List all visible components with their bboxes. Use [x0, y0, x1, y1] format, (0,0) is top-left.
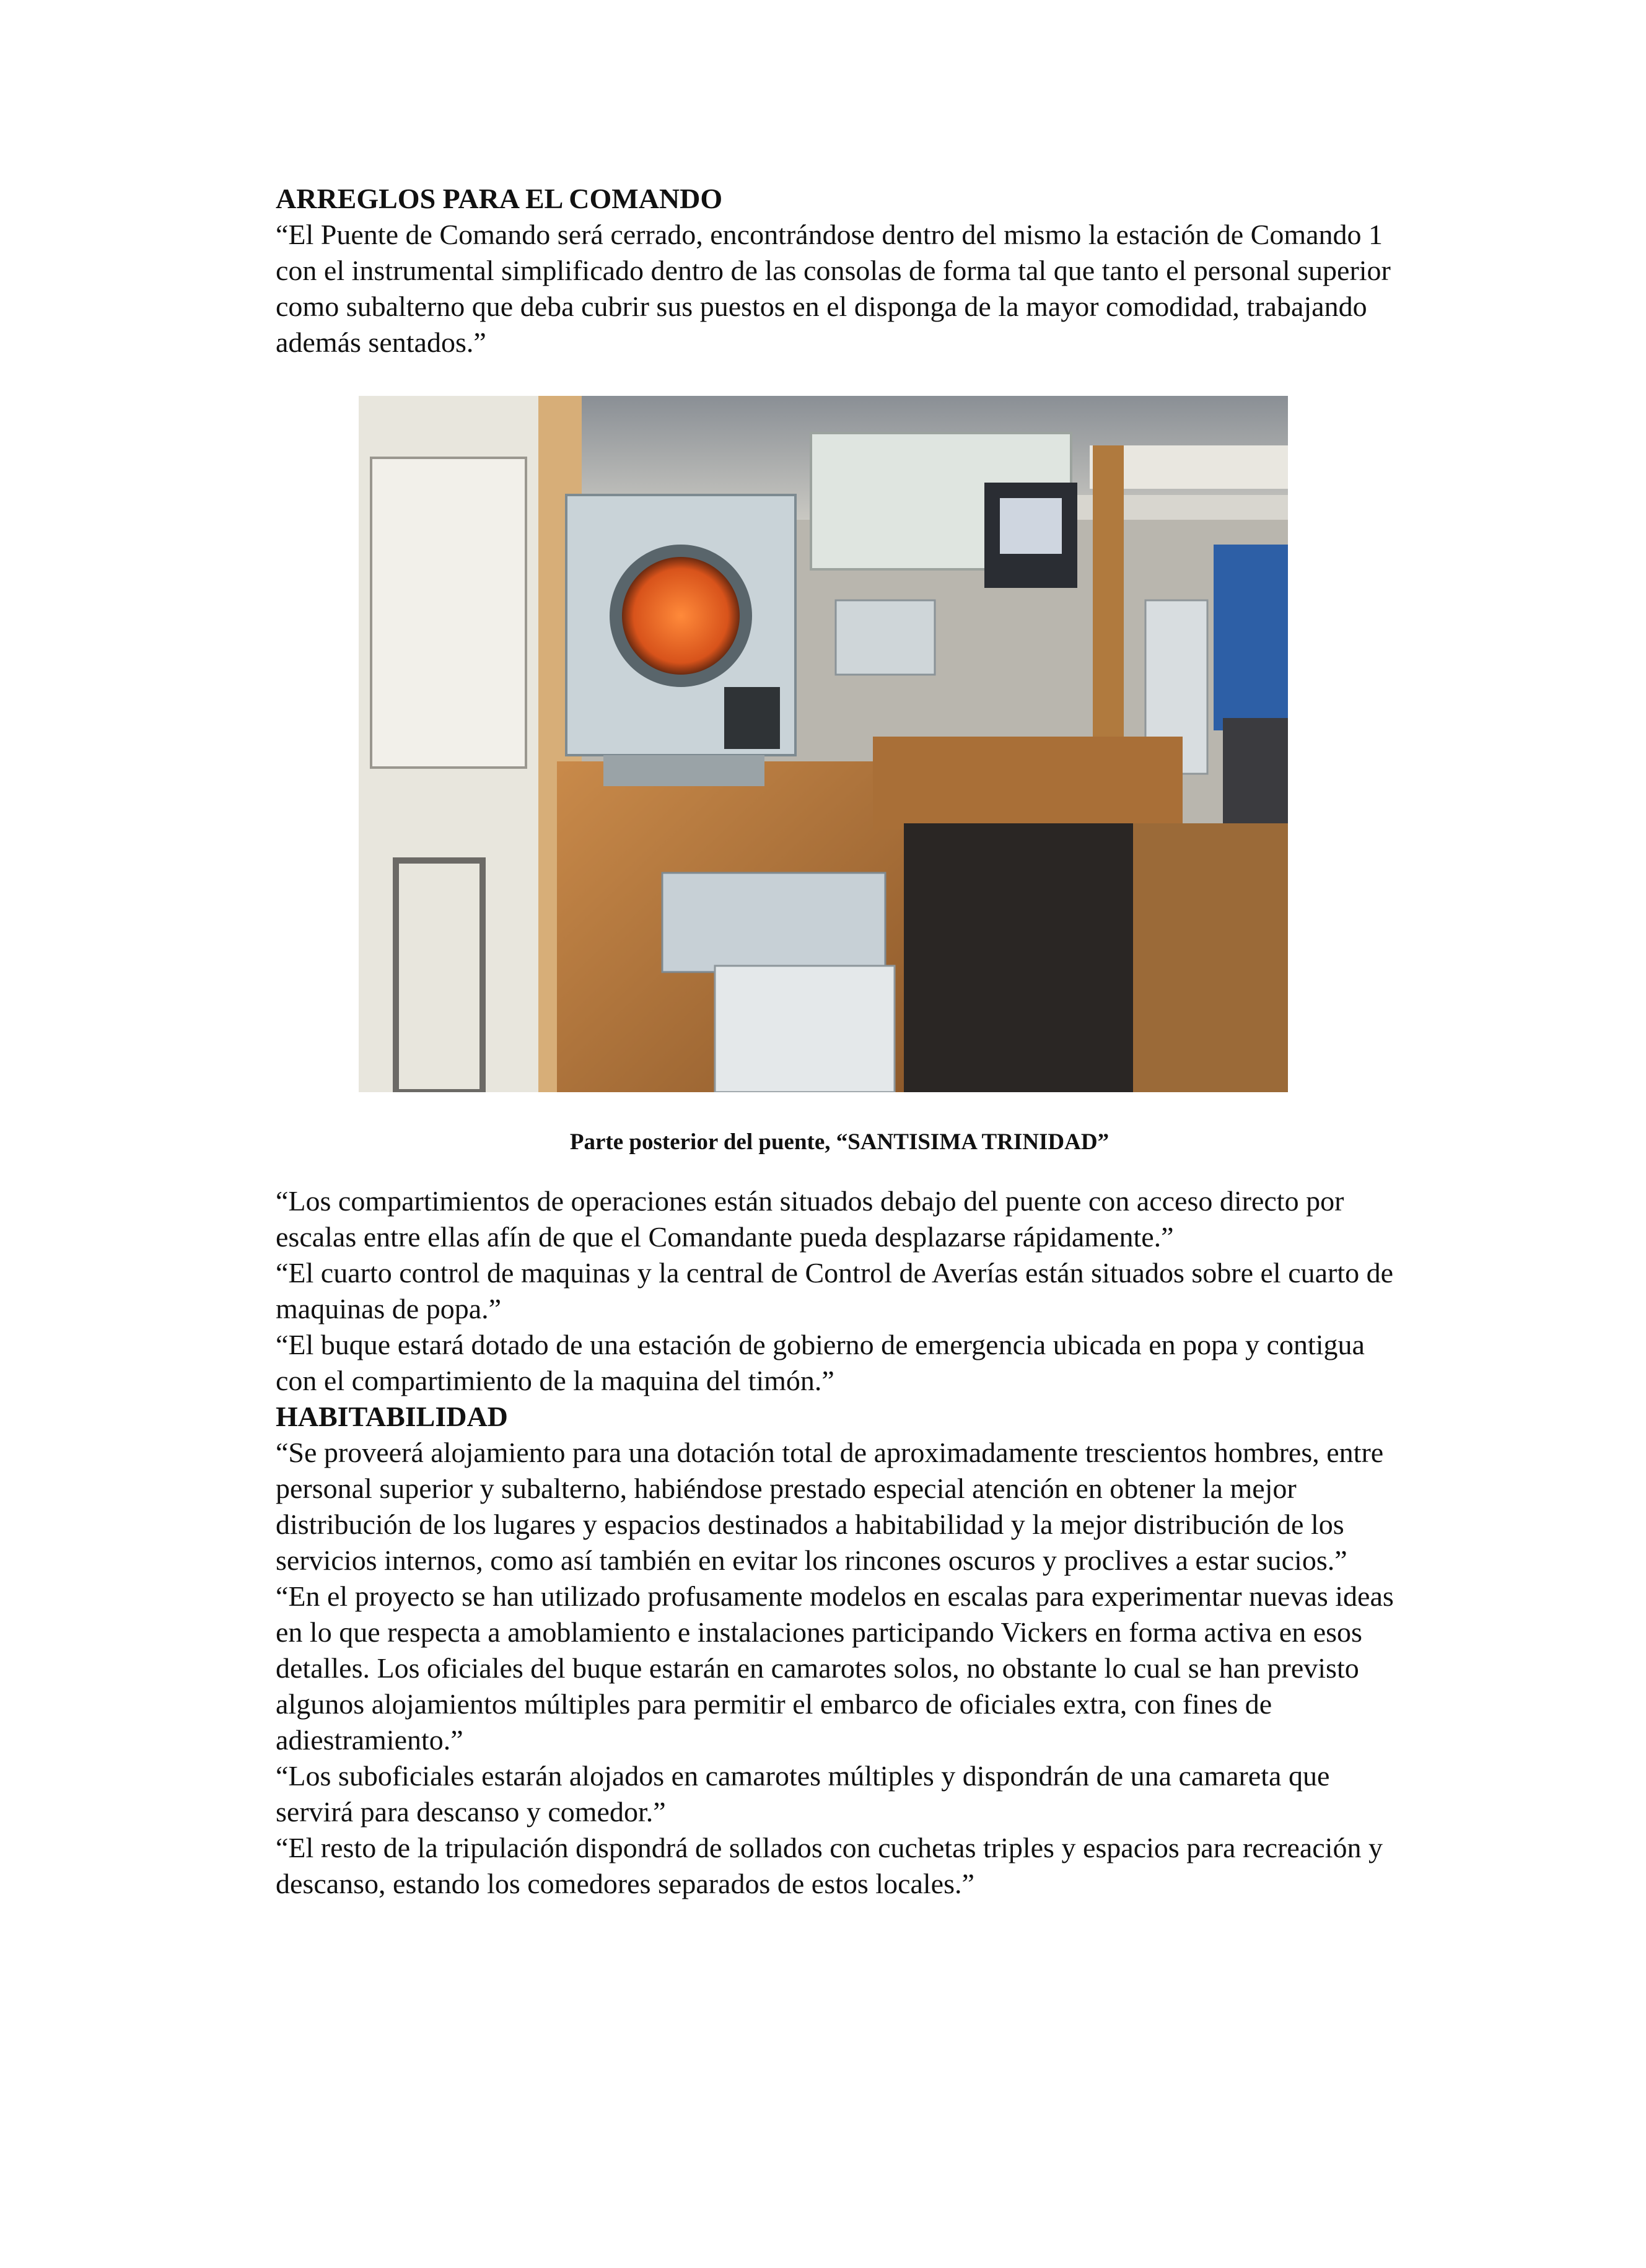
section-arreglos — [276, 181, 1403, 361]
section-heading-arreglos: ARREGLOS PARA EL COMANDO — [276, 183, 723, 214]
paragraph: “En el proyecto se han utilizado profusamente modelos en escalas para experimentar nuevas ideas en lo que respecta a amoblamiento e instalaciones participando Vickers en forma activa en esos detalles. Los oficiales del buque estarán en camarotes solos, no obstante lo cual se han previsto algunos alojamientos múltiples para permitir el embarco de oficiales extra, con fines de adiestramiento.” — [276, 1580, 1394, 1756]
section-heading-habitabilidad: HABITABILIDAD — [276, 1401, 508, 1432]
bridge-photo — [359, 396, 1288, 1092]
section-paragraph: “El Puente de Comando será cerrado, encontrándose dentro del mismo la estación de Comando 1 con el instrumental simplificado dentro de las consolas de forma tal que tanto el personal superior como subalterno que deba cubrir sus puestos en el disponga de la mayor comodidad, trabajando además sentados.” — [276, 219, 1391, 358]
paragraph: “Se proveerá alojamiento para una dotación total de aproximadamente trescientos hombres, entre personal superior y subalterno, habiéndose prestado especial atención en obtener la mejor distribución de los lugares y espacios destinados a habitabilidad y la mejor distribución de los servicios internos, como así también en evitar los rincones oscuros y proclives a estar sucios.” — [276, 1437, 1384, 1576]
paragraph: “El buque estará dotado de una estación de gobierno de emergencia ubicada en popa y contigua con el compartimiento de la maquina del timón.” — [276, 1329, 1365, 1396]
paragraph: “El cuarto control de maquinas y la central de Control de Averías están situados sobre el cuarto de maquinas de popa.” — [276, 1257, 1394, 1324]
paragraph: “Los compartimientos de operaciones están situados debajo del puente con acceso directo por escalas entre ellas afín de que el Comandante pueda desplazarse rápidamente.” — [276, 1185, 1344, 1253]
paragraph: “Los suboficiales estarán alojados en camarotes múltiples y dispondrán de una camareta que servirá para descanso y comedor.” — [276, 1760, 1330, 1828]
paragraph: “El resto de la tripulación dispondrá de sollados con cuchetas triples y espacios para recreación y descanso, estando los comedores separados de estos locales.” — [276, 1832, 1383, 1899]
section-continued — [276, 1183, 1403, 1902]
figure-caption: Parte posterior del puente, “SANTISIMA TRINIDAD” — [569, 1129, 1110, 1155]
